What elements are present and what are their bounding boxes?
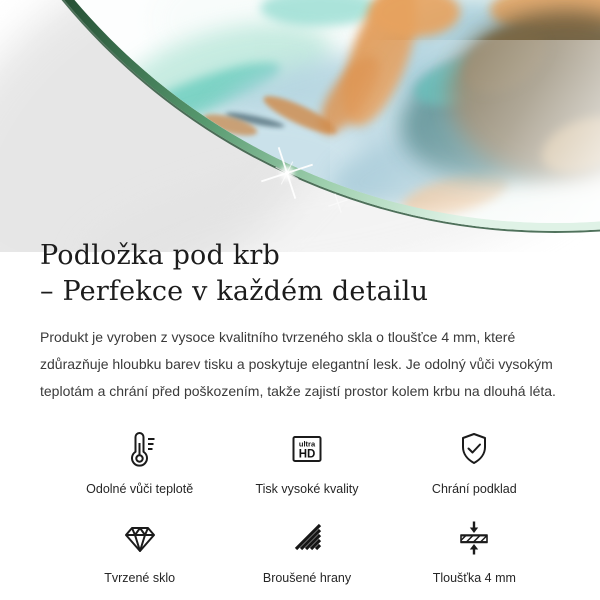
page-title bbox=[40, 238, 570, 309]
feature-label: Broušené hrany bbox=[262, 571, 352, 586]
svg-text:ultra: ultra bbox=[298, 439, 316, 449]
feature-grid bbox=[56, 429, 558, 585]
feature-label: Odolné vůči teplotě bbox=[86, 482, 194, 497]
thermometer-icon bbox=[120, 429, 160, 469]
thickness-icon bbox=[454, 518, 494, 558]
polished-edges-icon bbox=[287, 518, 327, 558]
page-title-line2: – Perfekce v každém detailu bbox=[40, 275, 429, 307]
ultra-hd-icon bbox=[287, 429, 327, 469]
feature-thickness-4mm bbox=[391, 518, 558, 585]
product-description: Produkt je vyroben z vysoce kvalitního tvrzeného skla o tloušťce 4 mm, které zdůrazňuje hloubku barev tisku a poskytuje elegantní lesk. Je odolný vůči vysokým teplotám a chrání před poškozením, takže zajistí prostor kolem krbu na dlouhá léta. bbox=[40, 329, 556, 400]
feature-protects-surface bbox=[391, 429, 558, 496]
svg-text:HD: HD bbox=[298, 448, 316, 461]
feature-tempered-glass bbox=[56, 518, 223, 585]
shield-check-icon bbox=[454, 429, 494, 469]
feature-label: Tloušťka 4 mm bbox=[432, 571, 516, 586]
feature-ultra-hd-print bbox=[223, 429, 390, 496]
feature-label: Tvrzené sklo bbox=[104, 571, 176, 586]
feature-polished-edges bbox=[223, 518, 390, 585]
feature-label: Chrání podklad bbox=[431, 482, 517, 497]
page-title-line1: Podložka pod krb bbox=[40, 240, 280, 271]
feature-heat-resistant bbox=[56, 429, 223, 496]
diamond-icon bbox=[120, 518, 160, 558]
feature-label: Tisk vysoké kvality bbox=[255, 482, 359, 497]
